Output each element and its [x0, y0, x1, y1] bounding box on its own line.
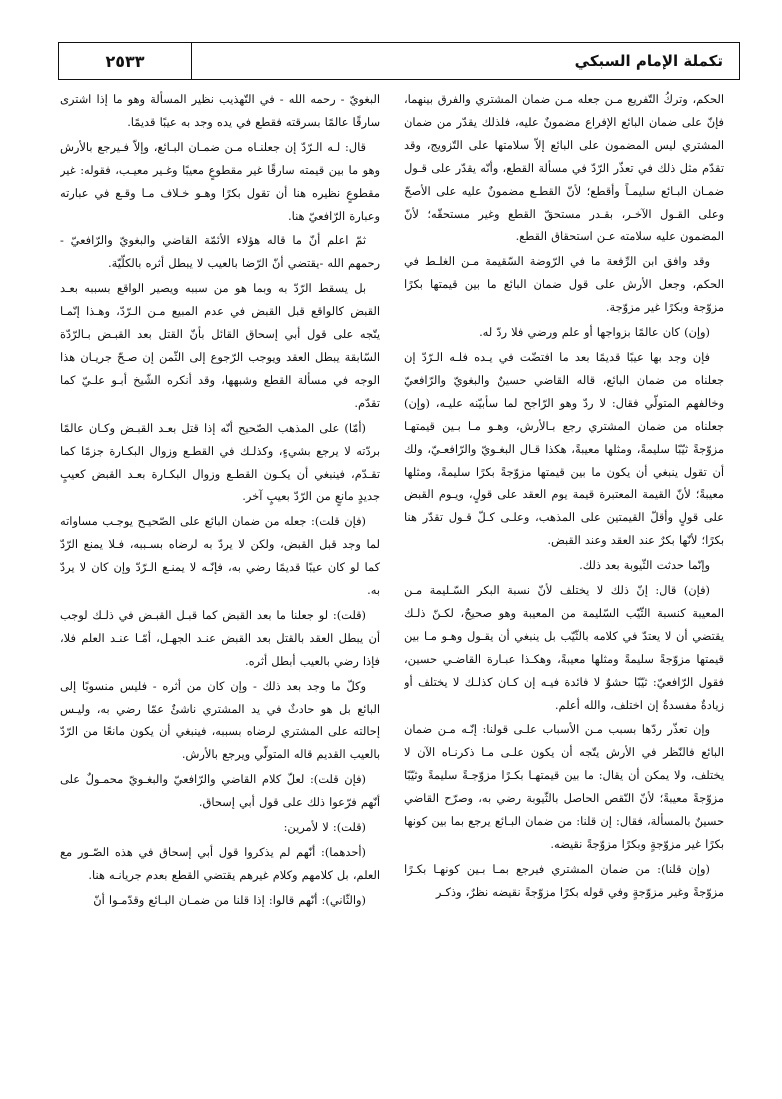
paragraph: وقد وافق ابن الرِّفعة ما في الرّوضة السّقيمة مـن الغلـط في الحكم، وجعل الأرش على قول ضمان البائع ما بين قيمتها بكرًا مزوّجة وبكرًا غير مزوّجة.	[404, 254, 724, 315]
paragraph: (أحدهما): أنّهم لم يذكروا قول أبي إسحاق في هذه الصّـور مع العلم، بل كلامهم وكلام غيرهم يقتضي القطع بعدم جريانـه هنا.	[60, 845, 380, 882]
paragraph: وإن تعذّر ردّها بسبب مـن الأسباب علـى قولنا: إنّـه مـن ضمان البائع فالنّظر في الأرش يتّجه أن يكون علـى مـا ذكرنـاه الآن لا يختلف، ولا يمكن أن يقال: ما بين قيمتهـا بكـرًا مزوّجـةً سليمةً وثيّبًا مزوّجةً معيبةً؛ لأنّ النّقص الحاصل بالثّيوبة رضي به، وصرّح القاضي حسينٌ بالمسألة، فقال: إن قلنا: من ضمان البـائع يرجع بما بين كونها بكرًا غير مزوّجةٍ وبكرًا مزوّجةً نقيضه.	[404, 722, 724, 851]
running-title: تكملة الإمام السبكي	[574, 52, 723, 70]
paragraph: البغويّ - رحمه الله - في التّهذيب نظير المسألة وهو ما إذا اشترى سارقًا عالمًا بسرقته فقطع في يده وجد به عيبًا قديمًا.	[60, 92, 380, 129]
paragraph: بل يسقط الرّدّ به وبما هو من سببه ويصير الواقع بسببه بعـد القبض كالواقع قبل القبض في عدم المبيع مـن الـرّدّ، وهـذا إنّمـا يتّجه على قول أبي إسحاق القائل بأنّ القتل بعد القبـض بـالرّدّة السّابقة يبطل العقد ويوجب الرّجوع إلى الثّمن إن صـحّ جريـان هذا الوجه في مسألة القطع وشبهها، وقد أنكره الشّيخ أبـو علـيّ كما تقدّم.	[60, 281, 380, 410]
paragraph: (قلت): لو جعلنا ما بعد القبض كما قبـل القبـض في ذلـك لوجب أن يبطل العقد بالقتل بعد القبض عنـد الجهـل، أمّـا عنـد العلم فلا، فإذا رضي بالعيب أبطل أثره.	[60, 607, 380, 668]
paragraph: (وإن قلنا): من ضمان المشتري فيرجع بمـا بـين كونهـا بكـرًا مزوّجةً وغير مزوّجةٍ وفي قوله بكرًا مزوّجةً نقيضه نظرٌ، وذكـر	[404, 861, 724, 899]
paragraph: (والثّاني): أنّهم قالوا: إذا قلنا من ضمـان البـائع وقدّمـوا أنّ	[93, 892, 366, 907]
header-divider	[191, 43, 192, 79]
paragraph: ثمّ اعلم أنّ ما قاله هؤلاء الأئمّة القاضي والبغويّ والرّافعيّ - رحمهم الله -يقتضي أنّ الرّضا بالعيب لا يبطل أثره بالكلّيّة.	[60, 233, 380, 271]
paragraph: (وإن) كان عالمًا بزواجها أو علم ورضي فلا ردّ له.	[479, 325, 710, 340]
paragraph: الحكم، وتركُ التّفريع مـن جعله مـن ضمان المشتري والفرق بينهما، فإنّ على ضمان البائع الإفراع مضمونٌ عليه، فلذلك يقدّر من ضمان المشتري ليس المضمون على البائع إلاّ سلامتها على التّزويج، وقد تقدّم مثل ذلك في تعذّر الرّدّ في مسألة القطع، وأنّه يقدّر على قـول ضمـان البـائع سليمـاً وأقطع؛ لأنّ القطـع مضمونٌ عليه على الأصحّ وعلى القـول الآخـر، بقـدر مستحقّ القطع وغير مستحقّه؛ لأنّ المضمون عليه سلامته عـن استحقاق القطع.	[404, 92, 724, 244]
paragraph: وكلّ ما وجد بعد ذلك - وإن كان من أثره - فليس منسوبًا إلى البائع بل هو حادثٌ في يد المشتري ناشئٌ عمّا رضي به، وليـس إحالته على المشتري لرضاه بسببه، فينبغي أن يكون مانعًا من الرّدّ بالعيب القديم قاله المتولّي ويرجع بالأرش.	[60, 678, 380, 762]
paragraph: وإنّما حدثت الثّيوبة بعد ذلك.	[579, 558, 710, 573]
page-number: ٢٥٣٣	[105, 51, 145, 71]
paragraph: قال: لـه الـرّدّ إن جعلنـاه مـن ضمـان البـائع، وإلاّ فـيرجع بالأرش وهو ما بين قيمته سارقًا غير مقطوعٍ معيبًا وغـير معيـب، فقوله: غير مقطوعٍ نظيره هنا أن تقول بكرًا وهـو خـلاف مـا وقـع في عبارته وعبارة الرّافعيّ هنا.	[60, 139, 380, 223]
paragraph: (فإن) قال: إنّ ذلك لا يختلف لأنّ نسبة البكر السّـليمة مـن المعيبة كنسبة الثّيّب السّليمة من المعيبة وهو صحيحٌ، لكـنّ ذلـك يقتضي أن لا يعتدّ في كلامه بالثّيّب بل ينبغي أن يقـول وهـو مـا بين قيمتها مزوّجةً سليمةً ومثلها معيبةً، وهكـذا عبـارة القاضـي حسين، فقول الرّافعيّ: ثيّبًا حشوٌ لا فائدة فيـه إن كـان كذلـك لا يختلف أو زيادةٌ مفسدةٌ إن اختلف، والله أعلم.	[404, 583, 724, 712]
left-column	[60, 88, 380, 1088]
paragraph: (قلت): لا لأمرين:	[283, 820, 366, 835]
running-header	[58, 42, 740, 80]
right-column	[404, 88, 724, 1088]
paragraph: (فإن قلت): جعله من ضمان البائع على الصّحيـح يوجـب مساواته لما وجد قبل القبض، ولكن لا يردّ به لرضاه بسـببه، فـلا يمنع الرّدّ كما لو كان عيبًا قديمًا رضي به، فإنّـه لا يمنـع الـرّدّ وإن كان لا يردّ به.	[60, 514, 380, 598]
paragraph: (فإن قلت): لعلّ كلام القاضي والرّافعيّ والبغـويّ محمـولٌ على أنّهم فرّعوا ذلك على قول أبي إسحاق.	[60, 772, 380, 810]
paragraph: (أمّا) على المذهب الصّحيح أنّه إذا قتل بعـد القبـض وكـان عالمًا بردّته لا يرجع بشيءٍ، وكذلـك في القطـع وزوال البكـارة جزمًا كما تقـدّم، فينبغي أن يكـون القطـع وزوال البكـارة بعـد القبض كعيبٍ جديدٍ مانعٍ من الرّدّ بعيبٍ آخر.	[60, 420, 380, 504]
paragraph: فإن وجد بها عيبًا قديمًا بعد ما افتضّت في يـده فلـه الـرّدّ إن جعلناه من ضمان البائع، قاله القاضي حسينٌ والبغويّ والرّافعيّ وخالفهم المتولّي فقال: لا ردّ وهو الرّاجح لما سأبيّنه عليـه، (وإن) جعلناه من ضمان المشتري رجع بـالأرش، وهـو مـا بـين قيمتهـا مزوّجةً ثيّبًا سليمةً، ومثلها معيبةً، هكذا قـال البغـويّ والرّافعـيّ، ولك أن تقول ينبغي أن يكون ما بين قيمتها مزوّجةً بكرًا سليمةً، ومثلها معيبةً؛ لأنّ القيمة المعتبرة قيمة يوم العقد على قولٍ، ويـوم القبض على قولٍ وأقلّ القيمتين على المذهب، وعلـى كـلّ قـول تقدّر هنا بكرًا؛ لأنّها بكرٌ عند العقد وعند القبض.	[404, 349, 724, 548]
